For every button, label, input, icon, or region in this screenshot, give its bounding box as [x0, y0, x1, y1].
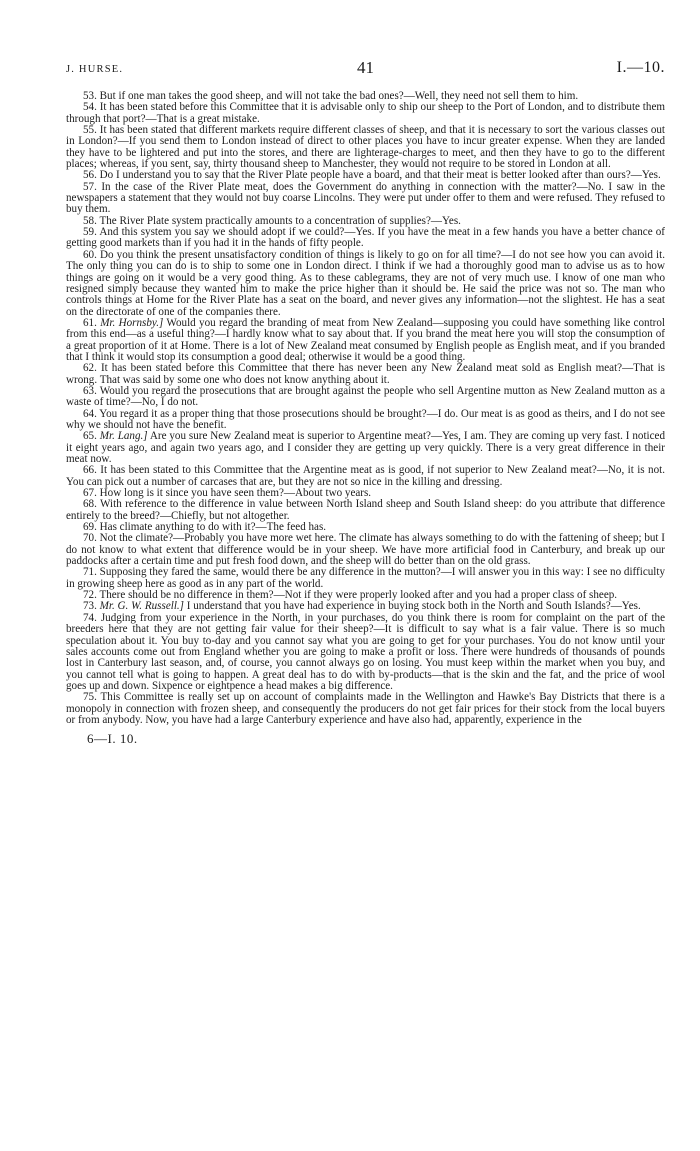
- evidence-paragraph: [66, 409, 665, 432]
- page-number: 41: [357, 58, 374, 77]
- evidence-paragraph: [66, 567, 665, 590]
- evidence-paragraph: [66, 250, 665, 318]
- paragraph-text: 59. And this system you say we should adopt if we could?—Yes. If you have the meat in a few hands you have a better chance of getting good markets than if you had it in the hands of fifty people.: [66, 226, 665, 250]
- evidence-paragraph: [66, 465, 665, 488]
- paper-reference: I.—10.: [616, 59, 665, 76]
- evidence-paragraph: [66, 499, 665, 522]
- questioner-name: Mr. Hornsby.]: [100, 316, 164, 329]
- witness-name: J. HURSE.: [66, 64, 124, 75]
- evidence-paragraph: [66, 533, 665, 567]
- evidence-paragraph: [66, 431, 665, 465]
- questioner-name: Mr. Lang.]: [99, 430, 148, 443]
- paragraph-text: 74. Judging from your experience in the North, in your purchases, do you think there is room for complaint on the part of the breeders here that they are not getting fair value for their sheep?—It is difficult to say what is a fair value. There is so much speculation about it. You buy to-day and you cannot say what you are going to get for your purchases. You do not know until your sales accounts come out from England whether you are going to make a profit or loss. There were hundreds of thousands of pounds lost in Canterbury last season, and, of course, you cannot always go on losing. You must keep within the market when you buy, and you cannot tell what is going to happen. A great deal has to do with by-products—that is the skin and the fat, and the price of wool goes up and down. Sixpence or eightpence a head makes a big difference.: [66, 611, 665, 692]
- paragraph-text: 63. Would you regard the prosecutions that are brought against the people who sell Argentine mutton as New Zealand mutton as a waste of time?—No, I do not.: [66, 384, 665, 409]
- paragraph-text: 64. You regard it as a proper thing that those prosecutions should be brought?—I do. Our meat is as good as theirs, and I do not see why we should not have the benefit.: [66, 407, 665, 431]
- paragraph-text: 69. Has climate anything to do with it?—The feed has.: [83, 521, 327, 534]
- paragraph-text: 66. It has been stated to this Committee that the Argentine meat as is good, if not superior to New Zealand meat?—No, it is not. You can pick out a number of carcases that are, but they are not so nice in the killing and dressing.: [66, 464, 665, 488]
- paragraph-text: 72. There should be no difference in them?—Not if they were properly looked after and you had a proper class of sheep.: [83, 589, 618, 602]
- paragraph-text: 70. Not the climate?—Probably you have more wet here. The climate has always something to do with the fattening of sheep; but I do not know to what extent that difference would be in your sheep. We have more artificial food in Canterbury, and break up our paddocks after a certain time and put fresh food down, and the sheep will do better than on the old grass.: [66, 532, 665, 568]
- evidence-paragraph: [66, 182, 665, 216]
- question-number: 65.: [83, 430, 97, 443]
- paragraph-text: Are you sure New Zealand meat is superior to Argentine meat?—Yes, I am. They are coming up very fast. I noticed it eight years ago, and again two years ago, and I consider they are getting up very quickly. There is a very great difference in their meat now.: [66, 430, 665, 465]
- paragraph-text: 62. It has been stated before this Committee that there has never been any New Zealand meat sold as English meat?—That is wrong. That was said by some one who does not know anything about it.: [66, 362, 665, 386]
- paragraph-text: 71. Supposing they fared the same, would there be any difference in the mutton?—I will answer you in this way: I see no difficulty in growing sheep here as good as in any part of the world.: [66, 566, 665, 590]
- paragraph-text: 58. The River Plate system practically amounts to a concentration of supplies?—Yes.: [83, 214, 461, 227]
- paragraph-text: 54. It has been stated before this Committee that it is advisable only to ship our sheep to the Port of London, and to distribute them through that port?—That is a great mistake.: [66, 101, 665, 125]
- evidence-paragraph: [66, 613, 665, 692]
- evidence-paragraph: [66, 692, 665, 726]
- paragraph-text: 60. Do you think the present unsatisfactory condition of things is likely to go on for all time?—I do not see how you can avoid it. The only thing you can do is to ship to some one in London direct. I think if we had a thoroughly good man to advise us as to how things are going on it would be a very good thing. As to these cablegrams, they are not of very much use. I know of one man who resigned simply because they wanted him to make the price higher than it should be. He said the price was not so. The man who controls things at Home for the River Plate has a seat on the board, and never gives any information—not the slightest. He has a seat on the directorate of one of the companies there.: [66, 248, 665, 318]
- page-header: [66, 50, 665, 90]
- question-number: 61.: [83, 316, 97, 329]
- paragraph-text: I understand that you have had experience in buying stock both in the North and South Islands?—Yes.: [186, 600, 641, 613]
- paragraph-text: 67. How long is it since you have seen them?—About two years.: [83, 487, 372, 500]
- signature-mark: 6—I. 10.: [87, 731, 138, 747]
- evidence-paragraph: [66, 318, 665, 363]
- paragraph-text: 75. This Committee is really set up on account of complaints made in the Wellington and Hawke's Bay Districts that there is a monopoly in connection with frozen sheep, and consequently the producers do not get fair prices for their stock from the local buyers or from anybody. Now, you have had a large Canterbury experience and have also had, apparently, experience in the: [66, 691, 665, 726]
- paragraph-text: 55. It has been stated that different markets require different classes of sheep, and that it is necessary to sort the various classes out in London?—If you send them to London instead of direct to other places you have to incur greater expense. When they are landed they have to be lightered and put into the stores, and there are lighterage-charges to meet, and then they have to go to the different places; whereas, if you sent, say, thirty thousand sheep to Manchester, they would not require to be stored in London at all.: [66, 124, 665, 171]
- evidence-paragraph: [66, 363, 665, 386]
- question-number: 73.: [83, 600, 97, 613]
- evidence-paragraph: [66, 102, 665, 125]
- evidence-body: [66, 91, 665, 726]
- paragraph-text: 56. Do I understand you to say that the River Plate people have a board, and that their meat is better looked after than ours?—Yes.: [83, 169, 661, 182]
- paragraph-text: 68. With reference to the difference in value between North Island sheep and South Island sheep: do you attribute that difference entirely to the breed?—Chiefly, but not altogether.: [66, 498, 665, 522]
- questioner-name: Mr. G. W. Russell.]: [99, 600, 184, 613]
- paragraph-text: 53. But if one man takes the good sheep, and will not take the bad ones?—Well, they need not sell them to him.: [83, 90, 579, 102]
- evidence-paragraph: [66, 386, 665, 409]
- paragraph-text: Would you regard the branding of meat from New Zealand—supposing you could have something like control from this end—as a useful thing?—I hardly know what to say about that. If you brand the meat here you will stop the consumption of a great proportion of it at Home. There is a lot of New Zealand meat consumed by English people as English meat, and if you branded that I think it would stop its consumption a good deal; otherwise it would be a good thing.: [66, 316, 665, 363]
- paragraph-text: 57. In the case of the River Plate meat, does the Government do anything in connection with the matter?—No. I saw in the newspapers a statement that they would not buy coarse Lincolns. They were put under offer to them and were refused. They refused to buy them.: [66, 180, 665, 216]
- evidence-paragraph: [66, 227, 665, 250]
- evidence-paragraph: [66, 125, 665, 170]
